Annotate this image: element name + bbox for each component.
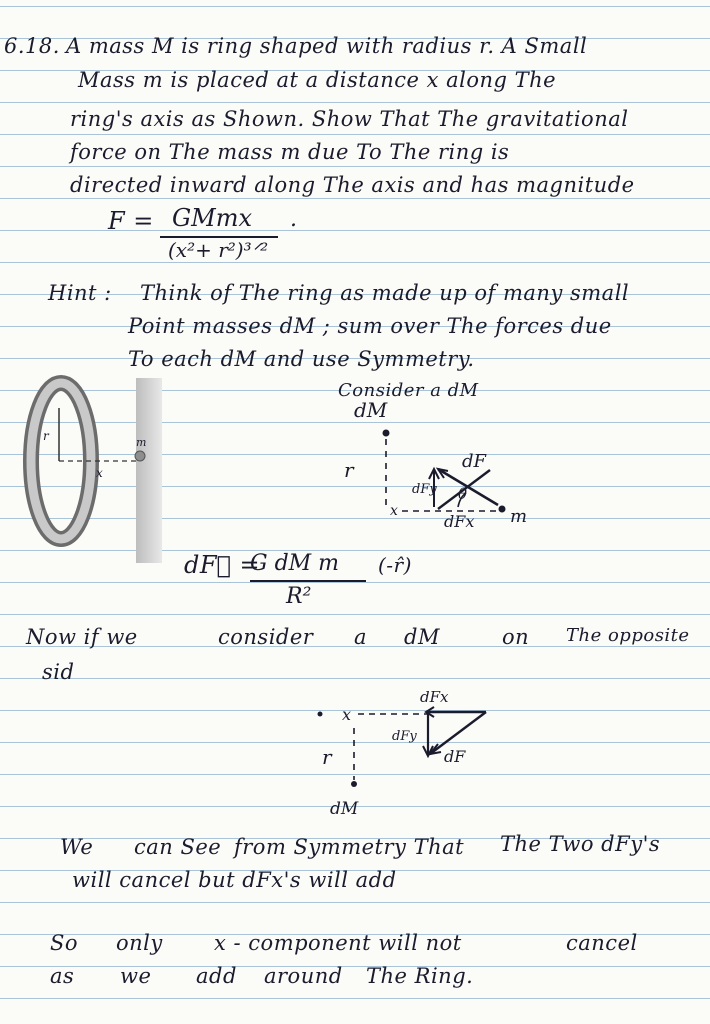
theta-label: θ [458,485,468,503]
df-equation-bar [250,580,366,582]
dfx-label-2: dFx [420,688,449,706]
opposite-w3: a [354,625,368,649]
label-x: x [96,466,103,480]
dfx-label: dFx [444,512,475,531]
df-equation-numerator: G dM m [250,551,340,576]
conclusion-w4: The Two dFy's [500,832,661,856]
dfy-label-2: dFy [392,729,417,744]
opposite-w5: on [502,625,530,649]
formula-lhs: F = [108,207,154,235]
opposite-w4: dM [404,625,440,649]
conclusion-line-2: will cancel but dFx's will add [72,868,397,892]
r-label-2: r [322,745,332,769]
dfy-label: dFy [412,482,437,497]
problem-number: 6.18. [4,34,60,58]
hint-label: Hint : [48,281,112,305]
opposite-w1: Now if we [26,625,138,649]
dm-label: dM [354,398,388,422]
hint-line-2: Point masses dM ; sum over The forces due [128,314,612,338]
formula-numerator: GMmx [172,204,253,232]
opposite-w6: The opposite [566,625,690,646]
df-equation-denominator: R² [286,584,312,609]
df-label: dF [462,451,487,472]
dm-point [383,430,390,437]
conclusion-w1: We [60,835,94,859]
formula-period: . [290,207,298,232]
force-diagram-2 [300,680,520,820]
df-equation-lhs: dF⃗ = [184,551,261,579]
conclusion-add: add [196,964,237,988]
df-label-2: dF [444,747,466,766]
problem-line-4: force on The mass m due To The ring is [70,140,510,164]
m-point [499,506,506,513]
label-m: m [136,436,147,449]
r-label: r [344,458,354,482]
problem-line-1: A mass M is ring shaped with radius r. A Small [66,34,588,58]
conclusion-cancel: cancel [566,931,638,955]
conclusion-only: only [116,931,163,955]
hint-line-3: To each dM and use Symmetry. [128,347,475,371]
opposite-w2: consider [218,625,314,649]
problem-line-2: Mass m is placed at a distance x along The [78,68,557,92]
conclusion-around: around [264,964,343,988]
x-mark: x [390,503,398,519]
df-vector [438,469,498,505]
problem-line-3: ring's axis as Shown. Show That The gravitational [70,107,629,131]
opposite-line-2: sid [42,660,75,684]
problem-line-5: directed inward along The axis and has magnitude [70,173,635,197]
conclusion-as: as [50,964,75,988]
small-mass-dot [135,451,145,461]
x-label-2: x [342,705,352,724]
origin-dot [318,712,323,717]
dm-label-2: dM [330,799,359,819]
textbook-ring-figure [24,378,174,563]
wall-shading [136,378,162,563]
dm-point-2 [351,781,357,787]
conclusion-w3: from Symmetry That [234,835,465,859]
force-diagram-1 [330,395,570,545]
hint-line-1: Think of The ring as made up of many small [140,281,630,305]
formula-denominator: (x²+ r²)³ᐟ² [168,238,269,262]
label-r: r [43,429,49,443]
df-equation-direction: (-r̂) [378,553,412,577]
conclusion-xcomp: x - component will not [214,931,462,955]
consider-dm-heading: Consider a dM [338,380,479,401]
conclusion-ring: The Ring. [366,964,474,988]
conclusion-w2: can See [134,835,222,859]
conclusion-we: we [120,964,152,988]
conclusion-so: So [50,931,79,955]
m-label: m [510,506,528,527]
